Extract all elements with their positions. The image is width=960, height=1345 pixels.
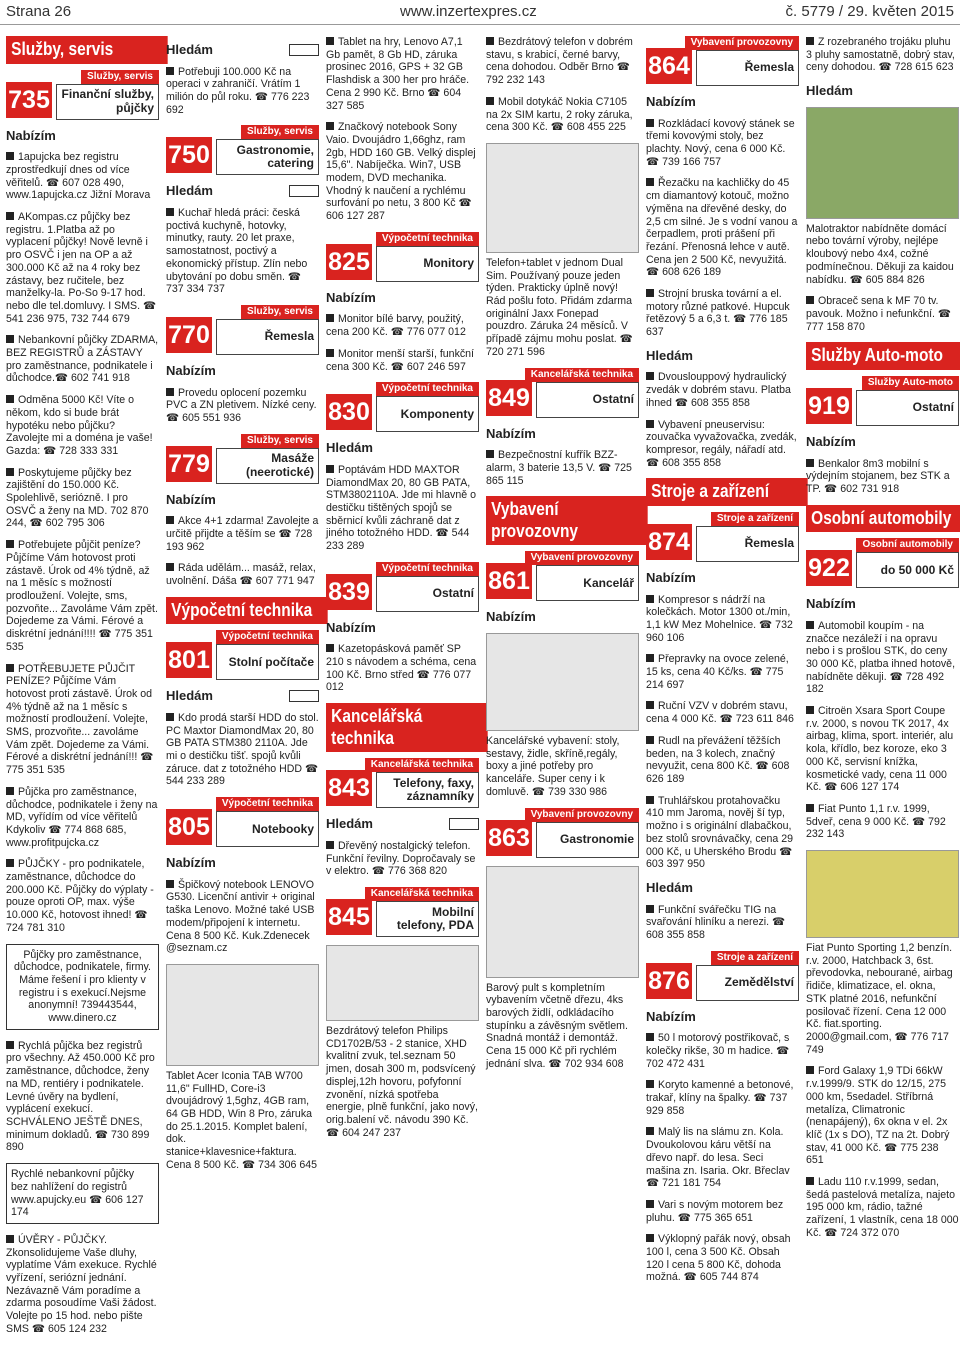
ad-item: Benkalor 8m3 mobilní s výdejním stojanem, bez STK a TP. ☎ 602 731 918	[806, 457, 950, 495]
ad-kind: Hledám	[806, 83, 853, 99]
ad-item: Fiat Punto Sporting 1,2 benzín. r.v. 2000, Hatchback 3, 6st. převodovka, nebourané, airbag řidiče, klimatizace, el. okna, STK platné 2016, nefunkční posilovač řízení. Cena 12 000 Kč. fiat.sporting. 2000@gmail.com, ☎ 776 717 749	[806, 942, 953, 1056]
ad-item: Potřebuji 100.000 Kč na operaci v zahraničí. Vrátím 1 milión do půl roku. ☎ 776 223 692	[166, 65, 310, 116]
ad-item: Ford Galaxy 1,9 TDi 66kW r.v.1999/9. STK do 12/15, 275 000 km, 5sedadel. Stříbrná metalíza, Climatronic (nenapájený), 6x okna v el. 2x klíč (1x s DO), TZ na 2t. Dobrý stav, 41 000 Kč. ☎ 775 238 651	[806, 1065, 950, 1167]
section-heading: Služby, servis	[6, 36, 168, 64]
category-number: 735	[6, 82, 52, 118]
ad-item: Rudl na převážení těžších beden, na 3 kolech, značný nevyužit, cena 800 Kč. ☎ 608 626 189	[646, 734, 790, 785]
cabinet-photo	[486, 633, 639, 731]
category-box: Stroje a zařízení 876 Zemědělství	[646, 951, 799, 1001]
ad-item: Tablet Acer Iconia TAB W700 11,6" FullHD, Core-i3 dvoujádrový 1,5ghz, 4GB ram, 64 GB HDD, Win 8 Pro, záruka do 25.1.2015. Komplet balení, dok. stanice+klavesnice+faktura. Cena 8 500 Kč. ☎ 734 306 645	[166, 1069, 318, 1171]
section-heading: Stroje a zařízení	[646, 478, 808, 506]
ad-item: Provedu oplocení pozemku PVC a ZN pletivem. Nízké ceny. ☎ 605 551 936	[166, 386, 317, 424]
ad-kind: Nabízím	[6, 127, 56, 143]
ad-item: AKompas.cz půjčky bez registru. 1.Platba až po vyplacení půjčky! Nově levně i pro OSVČ i jen na OP a až 300.000 Kč až na 4 roky bez zástavy, bez ručitele, bez manželky-la. Po-So 9-17 hod. nebo dle tel.domluvy. I SMS. ☎ 541 236 975, 732 744 679	[6, 211, 157, 325]
ad-item: Vari s novým motorem bez pluhu. ☎ 775 365 651	[646, 1198, 784, 1224]
ad-item: Dvouslouppový hydraulický zvedák v dobrém stavu. Platba ihned ☎ 608 355 858	[646, 371, 791, 409]
column-6	[806, 36, 959, 1249]
category-box: Kancelářská technika 849 Ostatní	[486, 368, 639, 418]
section-heading: Výpočetní technika	[166, 597, 328, 625]
ad-item: Kompresor s nádrží na kolečkách. Motor 1300 ot./min, 1,1 kW Mez Mohelnice. ☎ 732 960 106	[646, 593, 793, 644]
category-box: Výpočetní technika 839 Ostatní	[326, 562, 479, 612]
category-box: Výpočetní technika 805 Notebooky	[166, 797, 319, 847]
ad-kind: Nabízím	[806, 596, 856, 612]
ad-item: Bezdrátový telefon v dobrém stavu, s krabicí, černé barvy, cena dohodou. Odběr Brno ☎ 792 232 143	[486, 36, 633, 87]
tractor-photo	[806, 107, 959, 219]
ad-item: PŮJČKY - pro podnikatele, zaměstnance, důchodce do 200.000 Kč. Půjčky do výplaty - pouze oproti OP, max. výše 10.000 Kč, hotovost ihned! ☎ 724 781 310	[6, 858, 154, 934]
ad-item: Obraceč sena k MF 70 tv. pavouk. Možno i nefunkční. ☎ 777 158 870	[806, 295, 952, 333]
ad-kind: Hledám	[646, 879, 693, 895]
car-photo	[806, 850, 959, 938]
ad-item: Kuchař hledá práci: česká poctivá kuchyně, hotovky, minutky, rauty. 20 let praxe, samostatnost, poctivý a ekonomický přístup. Zlín nebo ubytování po dobu směn. ☎ 737 334 737	[166, 207, 308, 296]
section-heading: Kancelářská technika	[326, 703, 488, 752]
category-box: Osobní automobily 922 do 50 000 Kč	[806, 538, 959, 588]
ad-item: Telefon+tablet v jednom Dual Sim. Používaný pouze jeden týden. Prakticky úplně nový! Rád pošlu foto. Přidám zdarma originální Jaxx Fonepad pouzdro. Záruka 24 měsíců. V případě zájmu mohu poslat. ☎ 720 271 596	[486, 256, 633, 358]
ad-item: Bezdrátový telefon Philips CD1702B/53 - 2 stanice, XHD kvalitní zvuk, tel.seznam 50 jmen, dosah 300 m, podsvícený displej,12h hovoru, pofyfonní zvonění, nízká spotřeba energie, plně funkční, jako nový, orig.balení vč. návodu 390 Kč. ☎ 604 247 237	[326, 1025, 478, 1139]
ad-item: Půjčka pro zaměstnance, důchodce, podnikatele i ženy na MD, vyřídím od více věřitelů Kdykoliv ☎ 774 868 685, www.profitpujcka.cz	[6, 785, 158, 849]
column-1	[6, 36, 159, 1345]
ad-kind: Hledám	[166, 183, 319, 199]
tablet-photo	[166, 964, 319, 1066]
ad-item: Rozkládací kovový stánek se třemi kovovými stoly, bez plachty. Nový, cena 6 000 Kč. ☎ 739 166 757	[646, 117, 795, 168]
ad-kind: Nabízím	[166, 491, 216, 507]
column-3	[326, 36, 479, 1148]
ad-item: Citroën Xsara Sport Coupe r.v. 2000, s novou TK 2017, 4x airbag, klima, sport. interiér, alu kola, křídlo, bez koroze, eko 3 000 Kč, servisní knížka, kosmetické vady, cena 11 000 Kč. ☎ 606 127 174	[806, 705, 954, 794]
phone-photo	[326, 945, 479, 1021]
category-box: Výpočetní technika 830 Komponenty	[326, 382, 479, 432]
ad-item: Mobil dotykáč Nokia C7105 na 2x SIM kartu, 2 roky záruka, cena 300 Kč. ☎ 608 455 225	[486, 95, 633, 134]
ad-kind: Nabízím	[166, 362, 216, 378]
category-box: Vybavení provozovny 861 Kancelář	[486, 551, 639, 601]
ad-kind: Nabízím	[646, 94, 696, 109]
column-5	[646, 36, 799, 1293]
ad-item: Ladu 110 r.v.1999, sedan, šedá pastelová metalíza, najeto 195 000 km, rádio, tažné zařízení, 1 vlastník, cena 18 000 Kč. ☎ 724 372 070	[806, 1176, 959, 1239]
ad-kind: Nabízím	[646, 1008, 696, 1024]
ad-item: Potřebujete půjčit peníze? Půjčíme Vám hotovost proti zástavě. Úrok od 4% týdně, až na 1 měsíc s možností prodloužení. Volejte, sms, pozvoňte... Zavoláme Vám zpět. Dojedeme za Vámi. Férové a diskrétní jednání!!!! ☎ 775 351 535	[6, 539, 158, 653]
category-box: Služby, servis 770 Řemesla	[166, 305, 319, 355]
ad-item: Značkový notebook Sony Vaio. Dvoujádro 1,66ghz, ram 2gb, HDD 160 GB. Velký displej 15,6". Nabíječka. Win7, USB modem, DVD mechanika. Vhodný k naučení a rychlému surfování po netu, 3 800 Kč ☎ 606 127 287	[326, 121, 476, 223]
section-heading: Služby Auto-moto	[806, 342, 960, 370]
framed-ad: Půjčky pro zaměstnance, důchodce, podnikatele, firmy. Máme řešení i pro klienty v registru i s exekucí.Nejsme anonymní! 739443544, www.dinero.cz	[6, 944, 159, 1030]
ad-item: Kazetopásková paměť SP 210 s návodem a schéma, cena 100 Kč. Brno střed ☎ 776 077 012	[326, 643, 477, 694]
ad-item: Dřevěný nostalgický telefon. Funkční řevilny. Dopročavaly se v elektro. ☎ 776 368 820	[326, 839, 476, 878]
category-box: Výpočetní technika 801 Stolní počítače	[166, 630, 319, 680]
ad-kind: Nabízím	[326, 619, 376, 635]
ad-kind: Hledám	[326, 816, 479, 832]
ad-item: 1apujcka bez registru zprostředkují dnes od více věřitelů. ☎ 607 028 490, www.1apujcka.cz Jižní Morava	[6, 151, 151, 202]
ad-item: POTŘEBUJETE PŮJČIT PENÍZE? Půjčíme Vám hotovost proti zástavě. Úrok od 4% týdně až na 1 měsíc s možností prodloužení. Volejte, SMS, prozvoňte... zavoláme Vám zpět. Dojedeme za Vámi. Férové a diskrétní jednání!!! ☎ 775 351 535	[6, 662, 154, 777]
category-label: Služby, servis	[81, 70, 159, 84]
column-2	[166, 36, 319, 1181]
category-subtitle: Finanční služby, půjčky	[56, 84, 159, 120]
ad-item: Rychlá půjčka bez registrů pro všechny. Až 450.000 Kč pro zaměstnance, důchodce, ženy na MD, rentiéry i podnikatele. Levné úvěry na bydlení, vyplácení exekucí. SCHVÁLENO JEŠTĚ DNES, minimum dokladů. ☎ 730 899 890	[6, 1039, 155, 1154]
ad-item: Funkční svářečku TIG na svařování hliníku a nerezi. ☎ 608 355 858	[646, 903, 786, 941]
ad-kind: Nabízím	[486, 609, 536, 625]
category-box: Stroje a zařízení 874 Řemesla	[646, 512, 799, 562]
ad-item: Bezpečnostní kufřík BZZ-alarm, 3 baterie 13,5 V. ☎ 725 865 115	[486, 449, 632, 487]
ad-kind: Nabízím	[166, 855, 216, 871]
ad-kind: Nabízím	[646, 569, 696, 585]
ad-item: Vybavení pneuservisu: zouvačka vyvažovačka, zvedák, kompresor, regály, nářadí atd. ☎ 608 355 858	[646, 418, 797, 469]
ad-item: Ruční VZV v dobrém stavu, cena 4 000 Kč. ☎ 723 611 846	[646, 700, 794, 726]
ad-item: Výklopný pařák nový, obsah 100 l, cena 3 500 Kč. Obsah 120 l cena 5 800 Kč, dohoda možná. ☎ 605 744 874	[646, 1233, 791, 1284]
ad-item: Automobil koupím - na značce nezáleží i na opravu nebo i s prošlou STK, do ceny 30 000 Kč, platba ihned hotově, nabídněte děkuji. ☎ 728 492 182	[806, 619, 956, 696]
framed-ad: Rychlé nebankovní půjčky bez nahlížení do registrů www.apujcky.eu ☎ 606 127 174	[6, 1163, 159, 1224]
ad-item: Monitor bílé barvy, použitý, cena 200 Kč. ☎ 776 077 012	[326, 313, 466, 339]
column-4	[486, 36, 639, 1079]
ad-item: Barový pult s kompletním vybavením včetně dřezu, 4ks barových židlí, odkládacího stupínku a závěsným světlem. Snadná montáž i demontáž. Cena 15 000 Kč při rychlém jednání slva. ☎ 702 934 608	[486, 981, 628, 1070]
category-box: Vybavení provozovny 863 Gastronomie	[486, 808, 639, 858]
ad-item: Malotraktor nabídněte domácí nebo tovární výroby, nejlépe kloubový nebo 4x4, cožné podmínečnou. Děkuji za kaidou nabídku. ☎ 605 884 826	[806, 222, 954, 286]
ad-item: Z rozebraného trojáku pluhu 3 pluhy samostatně, dobrý stav, ceny dohodou. ☎ 728 615 623	[806, 36, 955, 74]
page-number: Strana 26	[6, 3, 72, 20]
section-heading: Osobní automobily	[806, 505, 960, 533]
ad-item: Nebankovní půjčky ZDARMA, BEZ REGISTRŮ a ZÁSTAVY pro zaměstnance, podnikatele i důchodce.☎ 602 741 918	[6, 334, 159, 385]
section-heading: Vybavení provozovny	[486, 496, 648, 545]
ad-item: Truhlářskou protahovačku 410 mm Jaroma, nověj ší typ, možno i s originální dlabačkou, bez stolů srovnávačky, cena 29 000 Kč, u Uherského Brodu ☎ 603 397 950	[646, 794, 794, 871]
category-box: Kancelářská technika 843 Telefony, faxy, záznamníky	[326, 758, 479, 808]
ad-kind: Hledám	[326, 440, 373, 456]
ad-item: Kancelářské vybavení: stoly, sestavy, židle, skříně,regály, boxy a jiné potřeby pro kanceláře. Super ceny i k domluvě. ☎ 739 330 986	[486, 735, 620, 798]
category-box: Služby, servis 750 Gastronomie, catering	[166, 125, 319, 175]
ad-item: Kdo prodá starší HDD do stol. PC Maxtor DiamondMax 20, 80 GB PATA STM380 2110A. Jde mi o destičku tišť. spojů kvůli záruce. dat z totožného HDD ☎ 544 233 289	[166, 711, 319, 788]
issue-info: č. 5779 / 29. květen 2015	[785, 3, 954, 20]
ad-item: Koryto kamenné a betonové, trakař, klíny na špalky. ☎ 737 929 858	[646, 1079, 794, 1117]
ad-item: Akce 4+1 zdarma! Zavolejte a určitě přijdte a těším se ☎ 728 193 962	[166, 515, 319, 553]
ad-item: Poskytujeme půjčky bez zajištění do 150.000 Kč. Spolehlivě, seriózně. I pro OSVČ a ženy na MD. 702 870 244, ☎ 602 795 306	[6, 466, 149, 530]
ad-item: Poptávám HDD MAXTOR DiamondMax 20, 80 GB PATA, STM3802110A. Jde mi hlavně o destičku tištěných spojů se sběrnicí kvůli záchraně dat z jiného totožného HDD. ☎ 544 233 289	[326, 463, 476, 553]
ad-kind: Hledám	[166, 688, 319, 704]
ad-item: Přepravky na ovoce zelené, 15 ks, cena 40 Kč/ks. ☎ 775 214 697	[646, 653, 789, 691]
bar-counter-photo	[486, 866, 639, 978]
ad-item: Tablet na hry, Lenovo A7,1 Gb pamět, 8 Gb HD, záruka prosinec 2016, GPS + 32 GB Flashdisk a 300 her pro hráče. Cena 2 990 Kč. Brno ☎ 604 327 585	[326, 36, 470, 112]
ad-item: 50 l motorový postřikovač, s kolečky rikše, 30 m hadice. ☎ 702 472 431	[646, 1032, 790, 1070]
tablet-phone-photo	[486, 143, 639, 253]
ad-kind: Hledám	[166, 42, 319, 58]
category-box: Služby Auto-moto 919 Ostatní	[806, 376, 959, 426]
category-box: Vybavení provozovny 864 Řemesla	[646, 36, 799, 86]
ad-item: ÚVĚRY - PŮJČKY. Zkonsolidujeme Vaše dluhy, vyplatíme Vám exekuce. Rychlé vyřízení, seriózní jednání. Nezávazně Vám poradíme a zdarma posoudíme Vaši žádost. Volejte po 15 hod. nebo pište SMS ☎ 605 124 232	[6, 1233, 157, 1335]
ad-kind: Nabízím	[326, 289, 376, 305]
ad-item: Odměna 5000 Kč! Víte o někom, kdo si bude brát hypotéku nebo půjčku? Zavolejte mi a doména je vaše! Gazda: ☎ 728 333 331	[6, 394, 153, 457]
category-box	[6, 70, 159, 120]
ad-item: Malý lis na slámu zn. Kola. Dvoukolovou káru větší na dřevo např. do lesa. Seci mašina zn. Isaria. Okr. Břeclav ☎ 721 181 754	[646, 1126, 790, 1190]
category-box: Výpočetní technika 825 Monitory	[326, 232, 479, 282]
ad-item: Monitor menší starší, funkční cena 300 Kč. ☎ 607 246 597	[326, 347, 475, 373]
category-box: Služby, servis 779 Masáže (neerotické)	[166, 434, 319, 484]
ad-item: Fiat Punto 1,1 r.v. 1999, 5dveř, cena 9 000 Kč. ☎ 792 232 143	[806, 802, 946, 841]
ad-kind: Nabízím	[806, 433, 856, 449]
page-header	[0, 0, 960, 25]
site-url[interactable]: www.inzertexpres.cz	[400, 3, 537, 20]
ad-item: Řezačku na kachličky do 45 cm diamantový kotouč, možno výměna na dřevěné desky, do 2,5 cm silné. Je s vodní vanou a čerpadlem, proti prášení při řezání. Přenosná lehce v autě. Cena jen 2 500 Kč, nevyužitá. ☎ 608 626 189	[646, 177, 798, 279]
ad-item: Strojní bruska tovární a el. motory různé patkové. Hupcuk řetězový 5 a 6,3 t. ☎ 776 185 637	[646, 288, 790, 339]
category-box: Kancelářská technika 845 Mobilní telefony, PDA	[326, 887, 479, 937]
ad-kind: Nabízím	[486, 425, 536, 441]
ad-kind: Hledám	[646, 347, 693, 363]
ad-item: Ráda udělám... masáž, relax, uvolnění. Dáša ☎ 607 771 947	[166, 562, 316, 588]
ad-item: Špičkový notebook LENOVO G530. Licenční antivir + original taška Lenovo. Možné také USB modem/připojení k internetu. Cena 8 500 Kč. Kuk.Zdenecek @seznam.cz	[166, 878, 315, 955]
